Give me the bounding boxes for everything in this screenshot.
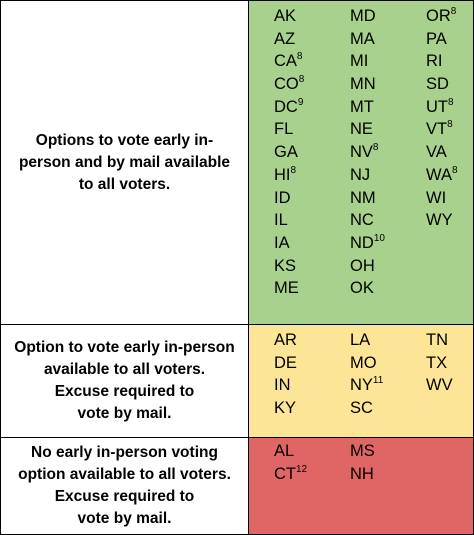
footnote-marker: 8 (296, 51, 303, 63)
state-code: IA (274, 233, 290, 252)
state-code: ND (350, 233, 374, 252)
state-code: GA (274, 143, 298, 162)
state-abbr (426, 118, 458, 141)
state-code: IL (274, 211, 288, 230)
state-code: SC (350, 399, 373, 418)
table-row (1, 438, 473, 534)
footnote-marker: 8 (447, 119, 453, 131)
state-code: MT (350, 97, 374, 116)
state-column (350, 440, 375, 485)
state-code: OK (350, 279, 374, 298)
state-abbr (274, 73, 304, 96)
state-abbr (350, 73, 385, 96)
state-code: MS (350, 442, 375, 460)
state-abbr (274, 440, 307, 463)
state-column (274, 329, 297, 420)
state-code: WV (426, 376, 453, 395)
states-cell (249, 325, 473, 437)
state-abbr (426, 50, 458, 73)
state-code: MA (350, 29, 375, 48)
state-code: NY (350, 376, 373, 395)
state-abbr (426, 164, 458, 187)
state-column (350, 5, 385, 300)
state-code: TX (426, 353, 448, 372)
state-abbr (350, 141, 385, 164)
state-code: OH (350, 256, 375, 275)
state-code: UT (426, 97, 448, 116)
footnote-marker: 9 (297, 96, 304, 108)
state-abbr (426, 5, 458, 28)
state-code: VT (426, 120, 448, 139)
state-code: CO (274, 75, 299, 94)
state-abbr (274, 397, 297, 420)
state-column (426, 329, 453, 397)
state-code: TN (426, 331, 448, 349)
footnote-marker: 8 (298, 74, 305, 86)
state-code: AR (274, 331, 297, 349)
state-code: AL (274, 442, 295, 460)
state-abbr (274, 255, 304, 278)
state-code: IN (274, 376, 291, 395)
state-abbr (350, 50, 385, 73)
state-column (350, 329, 383, 420)
footnote-marker: 8 (290, 164, 297, 176)
state-abbr (274, 232, 304, 255)
state-column (274, 5, 304, 300)
state-column (274, 440, 307, 485)
state-code: LA (350, 331, 371, 349)
state-abbr (350, 397, 383, 420)
state-abbr (350, 374, 383, 397)
state-abbr (350, 329, 383, 352)
state-code: NE (350, 120, 373, 139)
state-code: KY (274, 399, 297, 418)
category-label: Option to vote early in-person available to all voters. Excuse required to vote by mail. (14, 339, 235, 422)
state-abbr (274, 141, 304, 164)
states-cell (249, 438, 473, 534)
state-abbr (350, 164, 385, 187)
state-code: NH (350, 464, 374, 483)
state-code: MN (350, 75, 376, 94)
state-abbr (274, 463, 307, 486)
state-code: CT (274, 464, 296, 483)
state-abbr (426, 352, 453, 375)
state-abbr (350, 255, 385, 278)
state-code: ID (274, 188, 291, 207)
state-code: SD (426, 75, 449, 94)
table-row (1, 1, 473, 325)
state-code: NJ (350, 165, 371, 184)
footnote-marker: 12 (296, 463, 308, 475)
state-abbr (350, 352, 383, 375)
state-abbr (274, 118, 304, 141)
state-code: AZ (274, 29, 296, 48)
state-abbr (426, 187, 458, 210)
state-code: DE (274, 353, 297, 372)
state-code: NC (350, 211, 374, 230)
state-code: RI (426, 52, 443, 71)
state-code: MI (350, 52, 369, 71)
category-label: No early in-person voting option available to all voters. Excuse required to vote by mail. (18, 444, 231, 527)
footnote-marker: 8 (450, 6, 457, 17)
footnote-marker: 8 (451, 164, 458, 176)
state-abbr (350, 118, 385, 141)
state-abbr (426, 28, 458, 51)
state-code: WY (426, 211, 453, 230)
state-code: WA (426, 165, 452, 184)
state-abbr (274, 352, 297, 375)
state-code: FL (274, 120, 294, 139)
state-abbr (274, 374, 297, 397)
state-abbr (274, 329, 297, 352)
state-code: CA (274, 52, 297, 71)
footnote-marker: 10 (373, 232, 385, 244)
state-abbr (426, 141, 458, 164)
state-abbr (350, 5, 385, 28)
state-code: NV (350, 143, 373, 162)
state-abbr (274, 96, 304, 119)
state-abbr (274, 50, 304, 73)
state-code: OR (426, 7, 451, 25)
states-cell (249, 1, 473, 324)
state-abbr (350, 277, 385, 300)
state-abbr (274, 5, 304, 28)
state-abbr (350, 209, 385, 232)
table-row (1, 325, 473, 438)
category-label: Options to vote early in- person and by mail available to all voters. (18, 131, 231, 193)
state-code: NM (350, 188, 376, 207)
state-abbr (350, 187, 385, 210)
footnote-marker: 8 (372, 142, 379, 154)
state-code: HI (274, 165, 291, 184)
state-code: PA (426, 29, 447, 48)
state-code: MO (350, 353, 377, 372)
state-code: AK (274, 7, 297, 25)
state-code: VA (426, 143, 447, 162)
category-label-cell (1, 1, 249, 324)
state-abbr (274, 28, 304, 51)
state-abbr (274, 277, 304, 300)
state-abbr (426, 329, 453, 352)
state-abbr (350, 232, 385, 255)
state-abbr (274, 164, 304, 187)
state-abbr (426, 73, 458, 96)
footnote-marker: 11 (372, 375, 384, 387)
state-code: ME (274, 279, 299, 298)
state-abbr (274, 209, 304, 232)
category-label-cell (1, 325, 249, 437)
state-abbr (350, 440, 375, 463)
state-column (426, 5, 458, 232)
state-code: MD (350, 7, 376, 25)
state-code: KS (274, 256, 297, 275)
state-code: WI (426, 188, 447, 207)
state-abbr (274, 187, 304, 210)
state-abbr (426, 374, 453, 397)
state-abbr (426, 96, 458, 119)
footnote-marker: 8 (448, 96, 454, 108)
state-abbr (350, 463, 375, 486)
state-abbr (426, 209, 458, 232)
state-abbr (350, 96, 385, 119)
state-abbr (350, 28, 385, 51)
category-label-cell (1, 438, 249, 534)
state-code: DC (274, 97, 298, 116)
